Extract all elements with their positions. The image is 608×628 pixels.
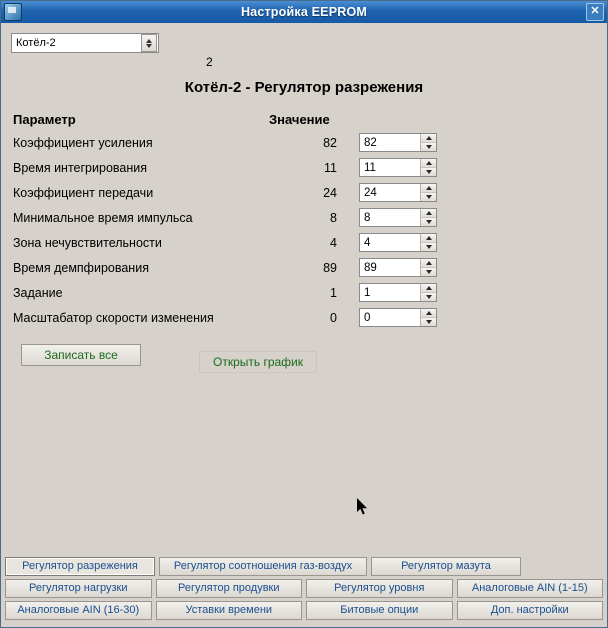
spinner-up-icon[interactable] (421, 134, 436, 142)
param-value: 1 (330, 285, 337, 300)
column-header-param: Параметр (13, 111, 76, 127)
spinner-down-icon[interactable] (421, 267, 436, 276)
close-icon[interactable]: ✕ (586, 3, 604, 21)
param-value: 8 (330, 210, 337, 225)
param-label: Масштабатор скорости изменения (13, 310, 214, 325)
spinner-up-icon[interactable] (421, 159, 436, 167)
open-chart-button[interactable]: Открыть график (199, 351, 317, 373)
app-icon (4, 3, 22, 21)
param-input[interactable] (360, 159, 420, 176)
param-spinner[interactable] (359, 233, 449, 252)
spinner-up-icon[interactable] (421, 184, 436, 192)
param-spinner[interactable] (359, 258, 449, 277)
param-label: Время интегрирования (13, 160, 148, 175)
param-value: 24 (323, 185, 337, 200)
write-all-button[interactable]: Записать все (21, 344, 141, 366)
spinner-up-icon[interactable] (421, 309, 436, 317)
chevron-updown-icon[interactable] (141, 34, 157, 52)
param-label: Коэффициент передачи (13, 185, 154, 200)
title-bar (1, 1, 607, 23)
table-row (13, 180, 591, 205)
tab-bitovye-optsii[interactable]: Битовые опции (306, 601, 453, 620)
table-row (13, 230, 591, 255)
tab-row-1 (5, 557, 603, 576)
tab-analogovye-ain-16-30[interactable]: Аналоговые AIN (16-30) (5, 601, 152, 620)
tab-row-2 (5, 579, 603, 598)
param-label: Зона нечувствительности (13, 235, 162, 250)
tab-regulyator-urovnya[interactable]: Регулятор уровня (306, 579, 453, 598)
spinner-down-icon[interactable] (421, 242, 436, 251)
param-value: 4 (330, 235, 337, 250)
table-row (13, 155, 591, 180)
param-spinner[interactable] (359, 133, 449, 152)
tab-regulyator-mazuta[interactable]: Регулятор мазута (371, 557, 521, 576)
param-value: 11 (324, 160, 337, 175)
table-row (13, 280, 591, 305)
table-header (13, 108, 591, 130)
spinner-up-icon[interactable] (421, 209, 436, 217)
param-input[interactable] (360, 259, 420, 276)
param-spinner[interactable] (359, 183, 449, 202)
param-input[interactable] (360, 184, 420, 201)
param-value: 0 (330, 310, 337, 325)
parameters-table (13, 108, 591, 330)
spinner-down-icon[interactable] (421, 292, 436, 301)
param-label: Минимальное время импульса (13, 210, 193, 225)
spinner-down-icon[interactable] (421, 167, 436, 176)
param-spinner[interactable] (359, 208, 449, 227)
param-input[interactable] (360, 234, 420, 251)
table-row (13, 255, 591, 280)
param-label: Задание (13, 285, 63, 300)
param-value: 82 (323, 135, 337, 150)
param-input[interactable] (360, 284, 420, 301)
param-input[interactable] (360, 209, 420, 226)
tab-regulyator-razrezheniya[interactable]: Регулятор разрежения (5, 557, 155, 576)
tab-analogovye-ain-1-15[interactable]: Аналоговые AIN (1-15) (457, 579, 604, 598)
spinner-up-icon[interactable] (421, 234, 436, 242)
window-title: Настройка EEPROM (240, 5, 368, 19)
spinner-up-icon[interactable] (421, 284, 436, 292)
table-row (13, 205, 591, 230)
tab-regulyator-sootnosheniya[interactable]: Регулятор соотношения газ-воздух (159, 557, 367, 576)
page-title: Котёл-2 - Регулятор разрежения (184, 79, 424, 96)
spinner-down-icon[interactable] (421, 217, 436, 226)
param-label: Коэффициент усиления (13, 135, 153, 150)
param-value: 89 (323, 260, 337, 275)
param-spinner[interactable] (359, 158, 449, 177)
spinner-down-icon[interactable] (421, 192, 436, 201)
spinner-down-icon[interactable] (421, 142, 436, 151)
device-select[interactable] (11, 33, 159, 53)
param-label: Время демпфирования (13, 260, 149, 275)
client-area (1, 23, 607, 557)
param-input[interactable] (360, 309, 420, 326)
tab-ustavki-vremeni[interactable]: Уставки времени (156, 601, 303, 620)
param-input[interactable] (360, 134, 420, 151)
table-row (13, 305, 591, 330)
count-label: 2 (206, 55, 213, 69)
tab-row-3 (5, 601, 603, 620)
param-spinner[interactable] (359, 283, 449, 302)
tab-regulyator-nagruzki[interactable]: Регулятор нагрузки (5, 579, 152, 598)
spinner-up-icon[interactable] (421, 259, 436, 267)
tab-dop-nastroyki[interactable]: Доп. настройки (457, 601, 604, 620)
column-header-value: Значение (269, 111, 330, 127)
tab-regulyator-produvki[interactable]: Регулятор продувки (156, 579, 303, 598)
tab-bar (1, 557, 607, 627)
mouse-cursor-icon (357, 498, 369, 516)
device-select-value: Котёл-2 (16, 37, 56, 49)
table-row (13, 130, 591, 155)
spinner-down-icon[interactable] (421, 317, 436, 326)
param-spinner[interactable] (359, 308, 449, 327)
